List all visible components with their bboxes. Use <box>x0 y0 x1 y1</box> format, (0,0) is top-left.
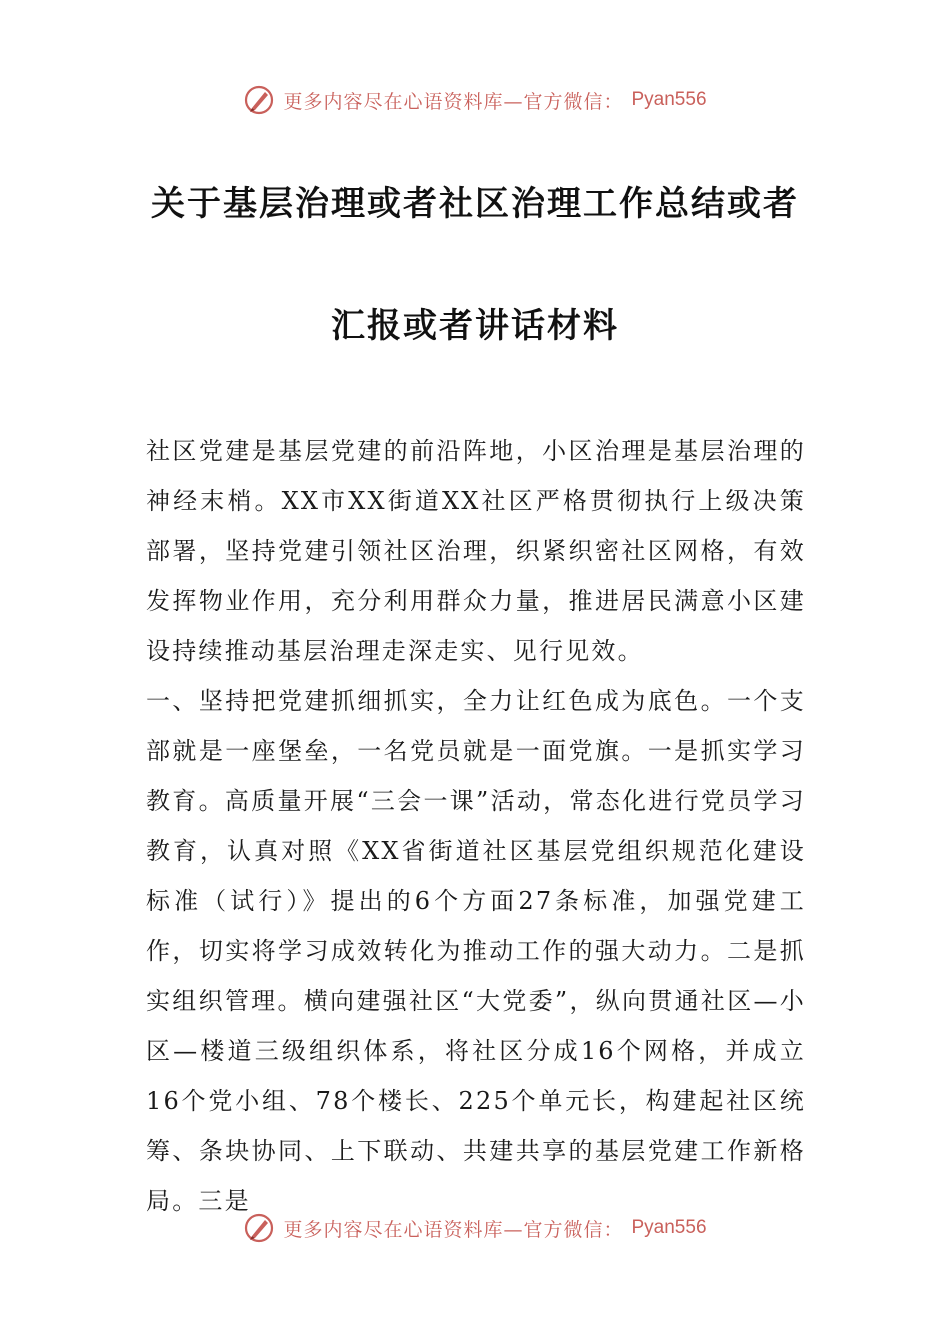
body-paragraph: 一、坚持把党建抓细抓实，全力让红色成为底色。一个支部就是一座堡垒，一名党员就是一面党旗。一是抓实学习教育。高质量开展“三会一课”活动，常态化进行党员学习教育，认真对照《XX省街道社区基层党组织规范化建设标准（试行）》提出的6个方面27条标准，加强党建工作，切实将学习成效转化为推动工作的强大动力。二是抓实组织管理。横向建强社区“大党委”，纵向贯通社区—小区—楼道三级组织体系，将社区分成16个网格，并成立16个党小组、78个楼长、225个单元长，构建起社区统筹、条块协同、上下联动、共建共享的基层党建工作新格局。三是 <box>146 687 806 1215</box>
watermark-wechat-id: Pyan556 <box>631 89 707 110</box>
header-watermark <box>0 84 950 116</box>
footer-watermark <box>0 1212 950 1244</box>
document-title-line-1: 关于基层治理或者社区治理工作总结或者 <box>151 184 799 224</box>
watermark-text: 更多内容尽在心语资料库—官方微信： <box>283 90 624 113</box>
pen-logo-icon <box>243 1212 275 1244</box>
document-body <box>146 426 806 1226</box>
watermark-text: 更多内容尽在心语资料库—官方微信： <box>283 1218 624 1241</box>
document-title-line-2: 汇报或者讲话材料 <box>331 306 619 346</box>
watermark-wechat-id: Pyan556 <box>631 1217 707 1238</box>
body-paragraph: 社区党建是基层党建的前沿阵地，小区治理是基层治理的神经末梢。XX市XX街道XX社区严格贯彻执行上级决策部署，坚持党建引领社区治理，织紧织密社区网格，有效发挥物业作用，充分利用群众力量，推进居民满意小区建设持续推动基层治理走深走实、见行见效。 <box>146 437 806 665</box>
pen-logo-icon <box>243 84 275 116</box>
